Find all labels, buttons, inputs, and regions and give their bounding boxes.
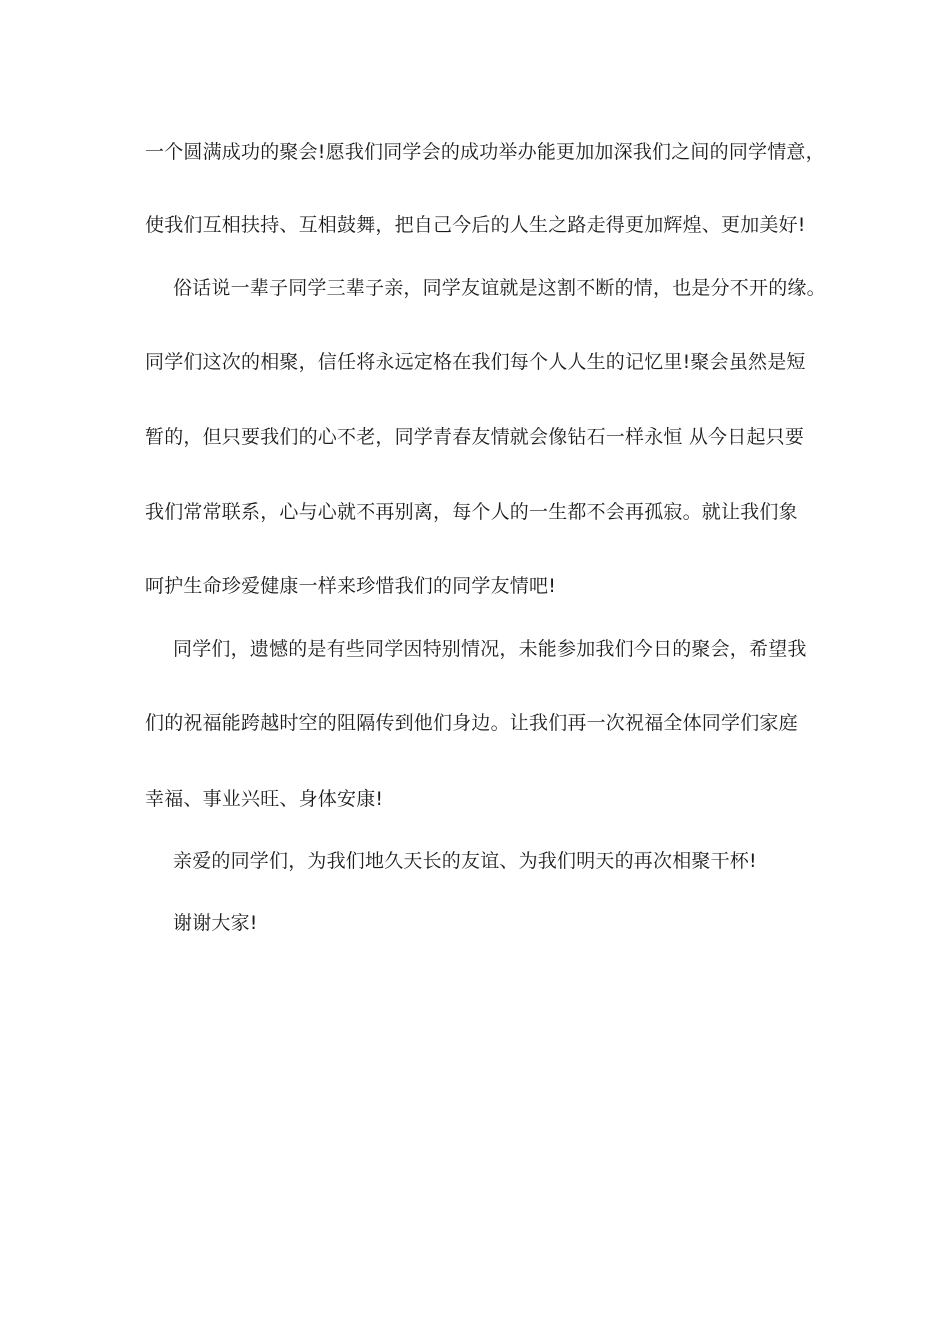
closing-line: 谢谢大家! xyxy=(173,912,258,934)
text-line: 幸福、事业兴旺、身体安康! xyxy=(145,788,384,810)
text-line: 使我们互相扶持、互相鼓舞，把自己今后的人生之路走得更加辉煌、更加美好! xyxy=(145,214,806,236)
text-line: 暂的，但只要我们的心不老，同学青春友情就会像钻石一样永恒 从今日起只要 xyxy=(145,426,805,448)
text-line: 呵护生命珍爱健康一样来珍惜我们的同学友情吧! xyxy=(145,575,557,597)
paragraph-start-line: 亲爱的同学们，为我们地久天长的友谊、为我们明天的再次相聚干杯! xyxy=(173,850,757,872)
text-line: 一个圆满成功的聚会!愿我们同学会的成功举办能更加加深我们之间的同学情意， xyxy=(145,141,825,163)
text-line: 同学们这次的相聚，信任将永远定格在我们每个人人生的记忆里!聚会虽然是短 xyxy=(145,351,806,373)
text-line: 们的祝福能跨越时空的阻隔传到他们身边。让我们再一次祝福全体同学们家庭 xyxy=(145,712,798,734)
text-line: 我们常常联系，心与心就不再别离，每个人的一生都不会再孤寂。就让我们象 xyxy=(145,501,798,523)
paragraph-start-line: 俗话说一辈子同学三辈子亲，同学友谊就是这割不断的情，也是分不开的缘。 xyxy=(173,277,826,299)
paragraph-start-line: 同学们，遗憾的是有些同学因特别情况，未能参加我们今日的聚会，希望我 xyxy=(173,638,807,660)
